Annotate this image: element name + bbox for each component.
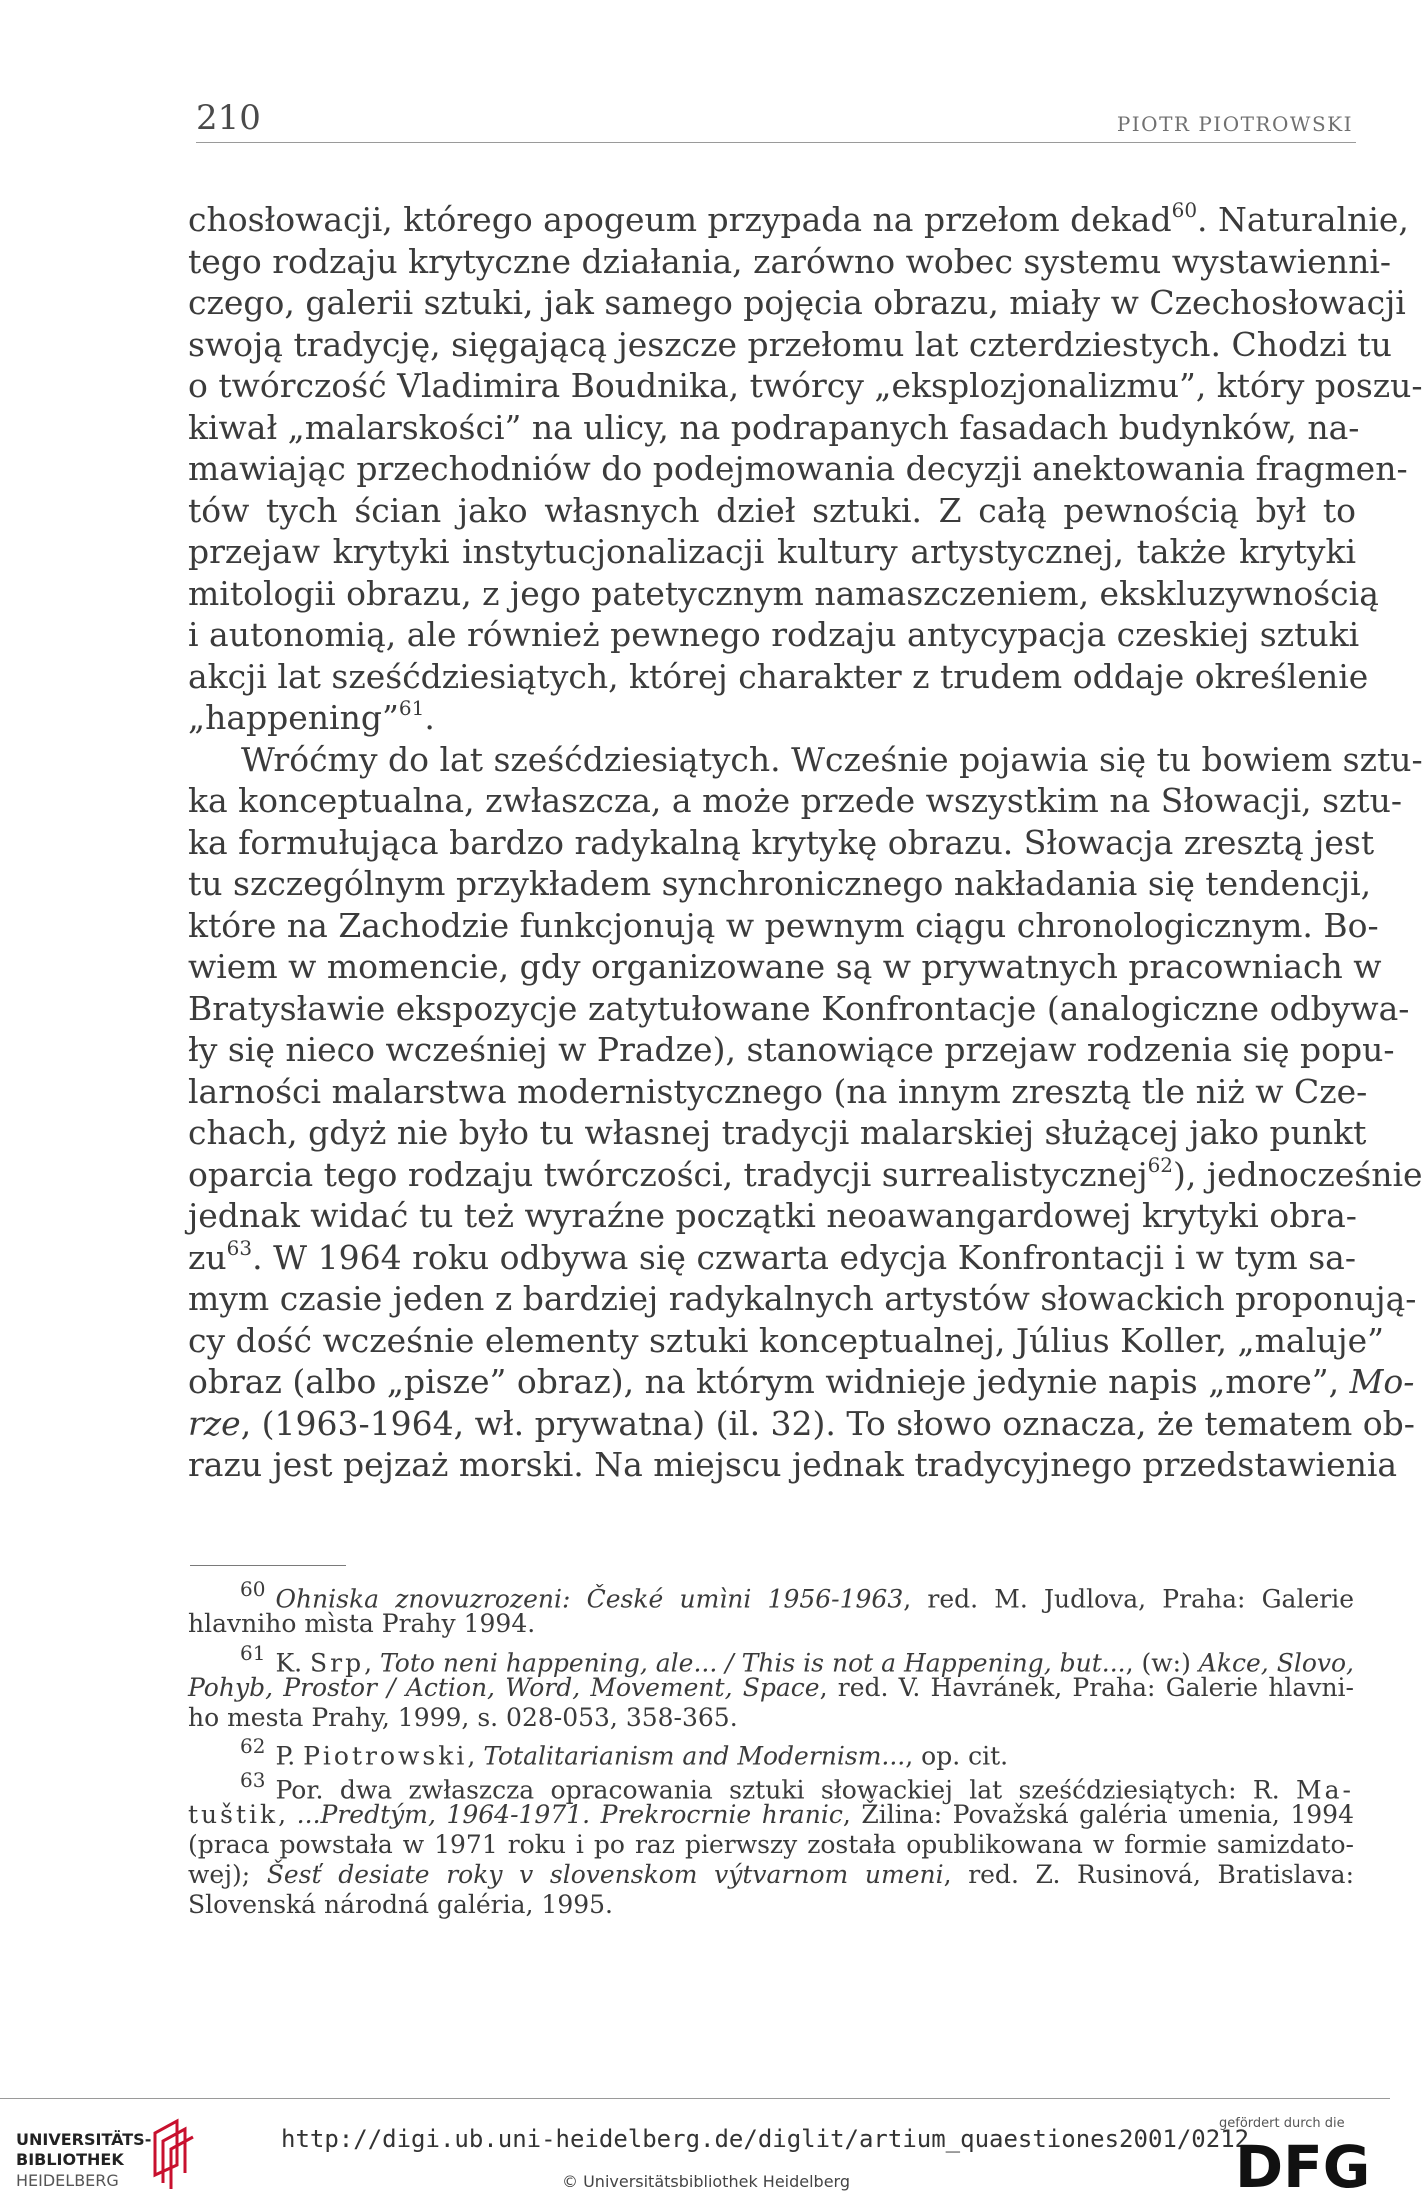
- line-text: cy dość wcześnie elementy sztuki konceptualnej, Július Koller, „maluje”: [188, 1320, 1385, 1360]
- italic-title: Šesť desiate roky v slovenskom výtvarnom umeni: [266, 1859, 944, 1889]
- body-line: [188, 1445, 1398, 1484]
- body-line: [188, 573, 1379, 613]
- footnote-text: K.: [275, 1647, 311, 1677]
- body-line: [188, 1030, 1395, 1069]
- line-text: razu jest pejzaż morski. Na miejscu jednak tradycyjnego przedstawienia: [188, 1445, 1398, 1484]
- line-text: chach, gdyż nie było tu własnej tradycji malarskiej służącej jako punkt: [188, 1113, 1367, 1152]
- body-line: [188, 1362, 1415, 1401]
- line-text: ka formułująca bardzo radykalną krytykę obrazu. Słowacja zresztą jest: [188, 822, 1375, 862]
- line-text: obraz (albo „pisze” obraz), na którym widnieje jedynie napis „more”,: [188, 1362, 1350, 1401]
- line-text: wiem w momencie, gdy organizowane są w prywatnych pracowniach w: [188, 947, 1382, 986]
- body-line: [188, 241, 1392, 281]
- body-line: [188, 1113, 1367, 1152]
- body-line: [188, 324, 1392, 364]
- line-text: mawiając przechodniów do podejmowania decyzji anektowania fragmen-: [188, 449, 1408, 488]
- dfg-caption: gefördert durch die: [1219, 2116, 1345, 2131]
- footnote-line: [188, 1860, 1354, 1889]
- footnote-text: , red. M. Judlova, Praha: Galerie: [903, 1584, 1354, 1614]
- line-text: mitologii obrazu, z jego patetycznym namaszczeniem, ekskluzywnością: [188, 573, 1379, 613]
- footnote-text: ho mesta Prahy, 1999, s. 028-053, 358-365.: [188, 1702, 738, 1732]
- footnote-line: [188, 1890, 1354, 1919]
- italic-text: rze: [188, 1403, 241, 1443]
- footnote-line: [188, 1800, 1354, 1829]
- line-text: swoją tradycję, sięgającą jeszcze przełomu lat czterdziestych. Chodzi tu: [188, 324, 1392, 364]
- body-line: [188, 1320, 1385, 1360]
- header-rule: [196, 142, 1356, 143]
- body-line: [188, 656, 1369, 696]
- footnote-text: Por. dwa zwłaszcza opracowania sztuki słowackiej lat sześćdziesiątych: R.: [275, 1775, 1297, 1805]
- line-text: przejaw krytyki instytucjonalizacji kultury artystycznej, także krytyki: [188, 532, 1356, 571]
- footnote-number: 62: [240, 1734, 266, 1759]
- body-line: [188, 615, 1360, 654]
- line-text: oparcia tego rodzaju twórczości, tradycji surrealistycznej: [188, 1154, 1148, 1194]
- body-line: [188, 1235, 1356, 1277]
- line-text: chosłowacji, którego apogeum przypada na przełom dekad: [188, 200, 1172, 239]
- line-text: akcji lat sześćdziesiątych, której charakter z trudem oddaje określenie: [188, 656, 1369, 696]
- line-text: o twórczość Vladimira Boudnika, twórcy „eksplozjonalizmu”, który poszu-: [188, 366, 1423, 405]
- line-text: tów tych ścian jako własnych dzieł sztuki. Z całą pewnością był to: [188, 490, 1356, 530]
- line-text: czego, galerii sztuki, jak samego pojęcia obrazu, miały w Czechosłowacji: [188, 283, 1406, 322]
- footnote-ref: 63: [226, 1235, 253, 1260]
- body-line: [188, 1196, 1356, 1235]
- library-name-line1: UNIVERSITÄTS-: [16, 2130, 152, 2149]
- footnote-ref: 60: [1171, 198, 1198, 222]
- body-line: [188, 407, 1360, 447]
- body-line: [188, 1279, 1417, 1318]
- line-text: .: [424, 698, 435, 737]
- footer-copyright: © Universitätsbibliothek Heidelberg: [562, 2172, 851, 2191]
- footnote-number: 60: [240, 1577, 266, 1601]
- footnote-text: , op. cit.: [905, 1741, 1009, 1771]
- footnote-line: [188, 1609, 1354, 1638]
- author-name: Srp: [310, 1647, 365, 1677]
- line-text: Bratysławie ekspozycje zatytułowane Konfrontacje (analogiczne odbywa-: [188, 988, 1410, 1028]
- body-line: [188, 491, 1356, 530]
- footnote-line: [188, 1736, 1354, 1770]
- author-name: Ma-: [1296, 1775, 1354, 1805]
- footer-rule: [0, 2098, 1390, 2099]
- footnote-ref: 61: [398, 696, 425, 720]
- italic-title: Ohniska znovuzrozeni: České umìni 1956-1963: [275, 1584, 904, 1614]
- footnote-text: wej);: [188, 1859, 267, 1889]
- body-line: [188, 198, 1409, 239]
- footnote-line: [188, 1703, 1354, 1732]
- line-text: . W 1964 roku odbywa się czwarta edycja Konfrontacji i w tym sa-: [252, 1237, 1356, 1277]
- footnote-text: , (w:): [1125, 1647, 1199, 1677]
- body-line: [188, 905, 1379, 945]
- body-line: [188, 283, 1406, 322]
- dfg-logo-text: DFG: [1235, 2133, 1371, 2201]
- footnote-rule: [190, 1565, 346, 1566]
- body-line: [188, 1152, 1423, 1194]
- page-number: 210: [196, 98, 261, 138]
- body-line: [188, 532, 1356, 571]
- line-text: , (1963-1964, wł. prywatna) (il. 32). To słowo oznacza, że tematem ob-: [240, 1403, 1415, 1443]
- footnote-text: Slovenská národná galéria, 1995.: [188, 1889, 613, 1919]
- body-line: [188, 449, 1408, 488]
- italic-title: Akce, Slovo,: [1198, 1647, 1354, 1677]
- line-text: . Naturalnie,: [1197, 200, 1409, 239]
- line-text: kiwał „malarskości” na ulicy, na podrapanych fasadach budynków, na-: [188, 407, 1360, 447]
- line-text: zu: [188, 1237, 227, 1277]
- footnote-ref: 62: [1147, 1152, 1174, 1177]
- library-name-line3: HEIDELBERG: [16, 2171, 119, 2190]
- line-text: ły się nieco wcześniej w Pradze), stanowiące przejaw rodzenia się popu-: [188, 1030, 1395, 1069]
- author-name: Piotrowski: [303, 1741, 468, 1771]
- body-line: [188, 1403, 1415, 1443]
- footnote-number: 61: [240, 1640, 266, 1665]
- italic-title: ...Predtým, 1964-1971. Prekrocrnie hranic: [296, 1799, 843, 1829]
- footnote-text: (praca powstała w 1971 roku i po raz pierwszy została opublikowana w formie samizdato-: [188, 1829, 1354, 1859]
- line-text: Wróćmy do lat sześćdziesiątych. Wcześnie pojawia się tu bowiem sztu-: [241, 739, 1423, 779]
- body-line: [188, 698, 1356, 737]
- line-text: larności malarstwa modernistycznego (na innym zresztą tle niż w Cze-: [188, 1071, 1368, 1111]
- body-line: [188, 947, 1382, 986]
- line-text: ), jednocześnie: [1173, 1154, 1423, 1194]
- line-text: jednak widać tu też wyraźne początki neoawangardowej krytyki obra-: [188, 1196, 1357, 1235]
- footer-url-link[interactable]: http://digi.ub.uni-heidelberg.de/diglit/artium_quaestiones2001/0212: [281, 2125, 1250, 2153]
- line-text: „happening”: [188, 698, 399, 737]
- italic-title: Toto neni happening, ale... / This is not a Happening, but...: [380, 1647, 1126, 1677]
- line-text: tego rodzaju krytyczne działania, zarówno wobec systemu wystawienni-: [188, 241, 1392, 281]
- footnote-text: P.: [275, 1741, 304, 1771]
- footnote-number: 63: [240, 1767, 266, 1792]
- body-line: [188, 781, 1403, 820]
- footnote-text: ,: [467, 1741, 484, 1771]
- body-line: [188, 988, 1410, 1028]
- line-text: które na Zachodzie funkcjonują w pewnym ciągu chronologicznym. Bo-: [188, 905, 1379, 945]
- line-text: ka konceptualna, zwłaszcza, a może przede wszystkim na Słowacji, sztu-: [188, 781, 1403, 820]
- footnote-text: hlavniho mìsta Prahy 1994.: [188, 1609, 536, 1638]
- body-line: [188, 1071, 1368, 1111]
- footnote-text: ,: [278, 1799, 297, 1829]
- footnote-line: [188, 1830, 1354, 1859]
- body-line: [188, 864, 1372, 903]
- footnote-line: [188, 1673, 1354, 1702]
- dfg-logo-icon: [1233, 2131, 1373, 2201]
- footnote-text: , red. V. Havránek, Praha: Galerie hlavni-: [819, 1672, 1354, 1702]
- body-line: [188, 739, 1423, 779]
- footnote-text: ,: [364, 1647, 381, 1677]
- library-logo-icon: [145, 2113, 233, 2193]
- library-name-line2: BIBLIOTHEK: [16, 2150, 124, 2169]
- italic-title: Pohyb, Prostor / Action, Word, Movement, Space: [188, 1672, 820, 1702]
- body-line: [188, 822, 1375, 862]
- italic-text: Mo-: [1349, 1362, 1415, 1401]
- italic-title: Totalitarianism and Modernism...: [483, 1741, 906, 1771]
- footnote-text: , red. Z. Rusinová, Bratislava:: [943, 1859, 1354, 1889]
- line-text: i autonomią, ale również pewnego rodzaju antycypacja czeskiej sztuki: [188, 615, 1360, 654]
- running-head: PIOTR PIOTROWSKI: [1116, 112, 1353, 136]
- line-text: tu szczególnym przykładem synchronicznego nakładania się tendencji,: [188, 864, 1372, 903]
- body-line: [188, 366, 1423, 405]
- author-name: tuštik: [188, 1799, 279, 1829]
- footnote-text: , Žilina: Považská galéria umenia, 1994: [842, 1799, 1354, 1829]
- line-text: mym czasie jeden z bardziej radykalnych artystów słowackich proponują-: [188, 1279, 1417, 1318]
